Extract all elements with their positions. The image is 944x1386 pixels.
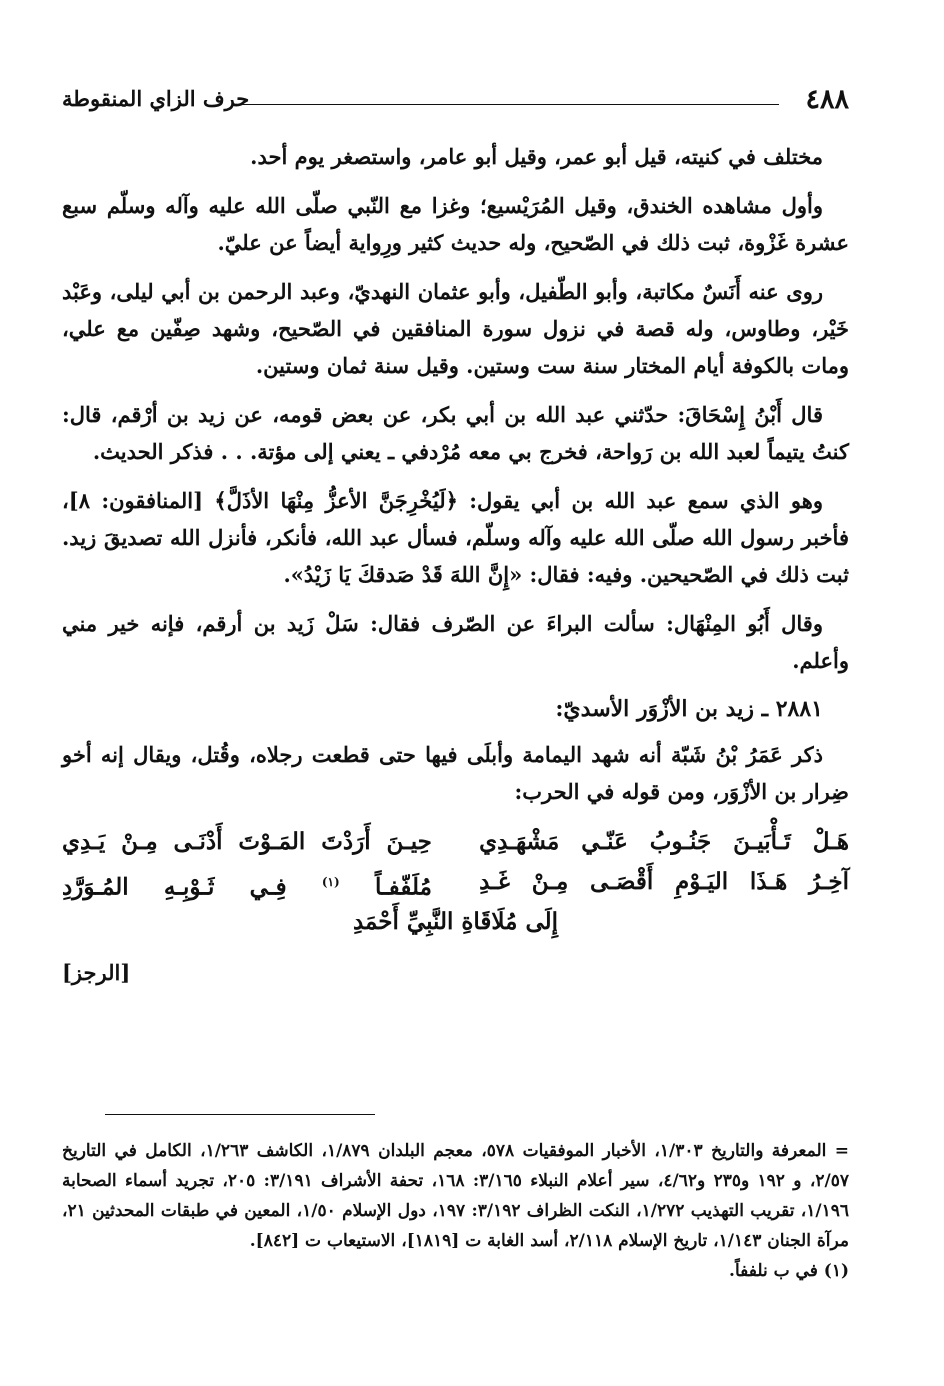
poem	[62, 822, 849, 991]
running-title: حرف الزاي المنقوطة	[62, 86, 250, 111]
paragraph-abu-minhal: وقال أَبُو المِنْهَال: سألت البراءَ عن الصّرف فقال: سَلْ زَيد بن أرقم، فإنه خير مني وأعلم.	[62, 611, 849, 673]
footnotes	[62, 1136, 849, 1286]
verse-2-rest: فِـي ثَـوْبِـهِ المُـوَرَّدِ	[62, 873, 287, 901]
footnote-marker: (١)	[321, 875, 340, 889]
paragraph-narrators: روى عنه أَنَسٌ مكاتبة، وأبو الطّفيل، وأبو عثمان النهديّ، وعبد الرحمن بن أبي ليلى، وعَبْد خَيْر، وطاوس، وله قصة في نزول سورة المنافقين في الصّحيح، وشهد صِفّين مع علي، ومات بالكوفة أيام المختار سنة ست وستين. وقيل سنة ثمان وستين.	[62, 279, 849, 378]
footnote-rule	[105, 1114, 375, 1115]
poetic-meter: [الرجز]	[62, 960, 131, 985]
entry-title: ٢٨٨١ ـ زيد بن الأزْوَر الأسديّ:	[555, 696, 823, 722]
header-rule	[232, 104, 779, 105]
paragraph-ibn-ishaq: قال أَبْنُ إِسْحَاقَ: حدّثني عبد الله بن أبي بكر، عن بعض قومه، عن زيد بن أرْقم، قال: كنتُ يتيماً لعبد الله بن رَواحة، فخرج بي معه مُرْدفي ـ يعني إلى مؤتة. . . فذكر الحديث.	[62, 402, 849, 464]
paragraph-quran-quote: وهو الذي سمع عبد الله بن أبي يقول: ﴿لَيُخْرِجَنَّ الأعزُّ مِنْهَا الأذَلَّ﴾ [المنافقون: ٨]، فأخبر رسول الله صلّى الله عليه وآله وسلّم، فسأل عبد الله، فأنكر، فأنزل الله تصديقَ زيد. ثبت ذلك في الصّحيحين. وفيه: فقال: «إِنَّ اللهَ قَدْ صَدقكَ يَا زَيْدُ».	[62, 488, 849, 587]
verse-2-first-hemistich: آخِـرُ هَـذَا اليَـوْمِ أَقْصَـى مِـنْ غَـدِ	[479, 868, 849, 895]
verse-1-second-hemistich: حِيـنَ أَرَدْتَ المَـوْتَ أَدْنَـى مِـنْ يَـدِي	[62, 828, 432, 855]
body-text	[62, 138, 849, 991]
verse-2-second-hemistich	[62, 862, 432, 902]
paragraph-kunya: مختلف في كنيته، قيل أبو عمر، وقيل أبو عامر، واستصغر يوم أحد.	[250, 144, 823, 169]
page-number: ٤٨٨	[805, 84, 849, 115]
verse-line-1	[62, 822, 849, 862]
footnote-sources: = المعرفة والتاريخ ١/٣٠٣، الأخبار الموفقيات ٥٧٨، معجم البلدان ١/٨٧٩، الكاشف ١/٢٦٣، الكامل في التاريخ ٢/٥٧، و ١٩٢ و٢٣٥ و٤/٦٢، سير أعلام النبلاء ٣/١٦٥: ١٦٨، تحفة الأشراف ٣/١٩١: ٢٠٥، تجريد أسماء الصحابة ١/١٩٦، تقريب التهذيب ١/٢٧٢، النكت الظراف ٣/١٩٢: ١٩٧، دول الإسلام ١/٥٠، المعين في طبقات المحدثين ٢١، مرآة الجنان ١/١٤٣، تاريخ الإسلام ٢/١١٨، أسد الغابة ت [١٨١٩]، الاستيعاب ت [٨٤٢].	[62, 1141, 850, 1251]
footnote-1: (١) في ب نلففاً.	[729, 1261, 849, 1281]
verse-1-first-hemistich: هَـلْ تَـأْبَيـنَ جَنُـوبُ عَنّـي مَشْهَـدِي	[479, 828, 849, 855]
page-header	[62, 84, 849, 118]
verse-line-3: إِلَى مُلَاقَاةِ النَّبِيِّ أَحْمَدِ	[352, 908, 559, 935]
verse-2-word: مُلَفّفـاً	[374, 873, 432, 901]
verse-line-2	[62, 862, 849, 902]
paragraph-zayd-azwar: ذكر عَمَرُ بْنُ شَبّة أنه شهد اليمامة وأبلَى فيها حتى قطعت رجلاه، وقُتل، ويقال إنه أخو ضِرار بن الأزْوَر، ومن قوله في الحرب:	[62, 742, 849, 804]
paragraph-battles: وأول مشاهده الخندق، وقيل المُرَيْسيع؛ وغزا مع النّبي صلّى الله عليه وآله وسلّم سبع عشرة غَزْوة، ثبت ذلك في الصّحيح، وله حديث كثير ورِواية أيضاً عن عليّ.	[62, 193, 849, 255]
